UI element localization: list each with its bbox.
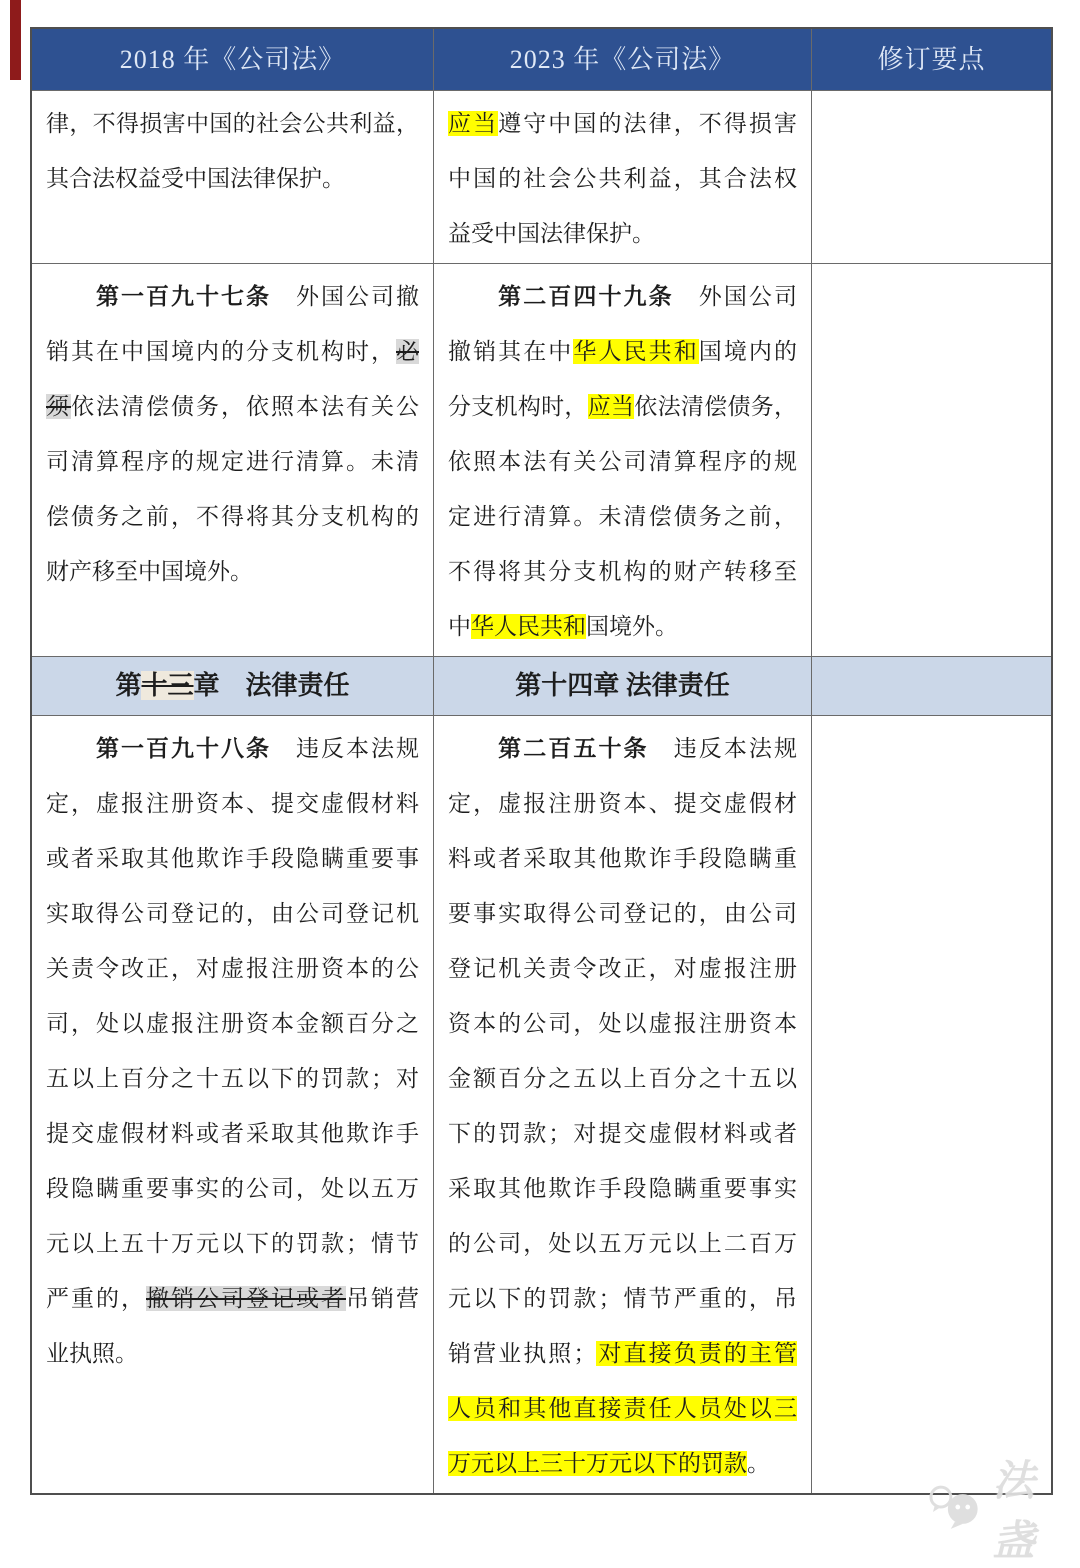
text-line	[448, 434, 797, 489]
table-row	[32, 715, 1051, 1493]
text-line	[448, 96, 797, 151]
column-header-2018-law	[32, 29, 433, 90]
text-segment: 的公司，处以五万元以上二百万	[448, 1231, 797, 1256]
text-segment: 元以下的罚款；情节严重的，吊	[448, 1286, 797, 1311]
text-segment: 元以上五十万元以下的罚款；情节	[46, 1231, 419, 1256]
text-line	[46, 544, 419, 599]
text-segment: 违反本法规	[648, 736, 798, 761]
text-segment: 分支机构时，	[448, 394, 588, 419]
text-segment: 依法清偿债务，依照本法有关公	[71, 394, 419, 419]
text-segment: 依照本法有关公司清算程序的规	[448, 449, 797, 474]
text-line	[46, 324, 419, 379]
table-cell	[433, 657, 811, 715]
text-line	[448, 1051, 797, 1106]
text-segment: 中	[448, 614, 471, 639]
text-line	[448, 1216, 797, 1271]
text-line	[448, 269, 797, 324]
text-segment: 采取其他欺诈手段隐瞒重要事实	[448, 1176, 797, 1201]
column-header-revision-points	[811, 29, 1051, 90]
text-line	[448, 1106, 797, 1161]
text-segment: 撤销其在中	[448, 339, 574, 364]
text-line	[46, 996, 419, 1051]
text-line	[46, 776, 419, 831]
text-line	[448, 1381, 797, 1436]
text-segment: 第一百九十七条	[96, 284, 271, 309]
text-segment: 提交虚假材料或者采取其他欺诈手	[46, 1121, 419, 1146]
text-segment: 第二百五十条	[498, 736, 649, 761]
text-segment: 第	[115, 671, 142, 700]
text-line	[46, 941, 419, 996]
inserted-text-highlight: 应当	[448, 111, 499, 136]
text-segment: 关责令改正，对虚报注册资本的公	[46, 956, 419, 981]
text-line	[448, 658, 797, 714]
column-header-2023-law	[433, 29, 811, 90]
text-segment: 外国公司	[673, 284, 798, 309]
text-segment: 司，处以虚报注册资本金额百分之	[46, 1011, 419, 1036]
deleted-text-strikethrough: 十三	[141, 671, 194, 700]
text-line	[46, 831, 419, 886]
text-segment: 违反本法规	[271, 736, 419, 761]
text-line	[448, 599, 797, 654]
text-segment: 不得将其分支机构的财产转移至	[448, 559, 797, 584]
text-line	[448, 1326, 797, 1381]
text-line	[448, 996, 797, 1051]
table-cell	[811, 657, 1051, 715]
text-segment: 销营业执照；	[448, 1341, 597, 1366]
text-segment	[46, 284, 96, 309]
table-row	[32, 90, 1051, 263]
table-cell	[32, 264, 433, 656]
text-segment: 严重的，	[46, 1286, 146, 1311]
text-line	[46, 1051, 419, 1106]
text-segment: 偿债务之前，不得将其分支机构的	[46, 504, 419, 529]
table-header-row	[32, 29, 1051, 90]
text-segment: 定进行清算。未清偿债务之前，	[448, 504, 797, 529]
text-segment: 章 法律责任	[193, 671, 350, 700]
column-header-label: 2018 年《公司法》	[119, 45, 346, 74]
deleted-text-strikethrough: 须	[46, 394, 71, 419]
text-segment: 要事实取得公司登记的，由公司	[448, 901, 797, 926]
text-line	[448, 941, 797, 996]
table-cell	[811, 716, 1051, 1493]
text-line	[46, 379, 419, 434]
text-segment: 资本的公司，处以虚报注册资本	[448, 1011, 797, 1036]
watermark	[925, 1448, 1080, 1568]
text-line	[448, 1436, 797, 1491]
deleted-text-strikethrough: 撤销公司登记或者	[146, 1286, 346, 1311]
comparison-table	[30, 27, 1053, 1495]
text-line	[46, 1106, 419, 1161]
text-line	[448, 489, 797, 544]
text-segment: 司清算程序的规定进行清算。未清	[46, 449, 419, 474]
watermark-text: 法盏	[992, 1457, 1037, 1564]
text-line	[448, 1271, 797, 1326]
text-segment: 。	[747, 1451, 770, 1476]
text-line	[46, 658, 419, 714]
inserted-text-highlight: 应当	[587, 394, 635, 419]
column-header-label: 2023 年《公司法》	[509, 45, 736, 74]
text-segment: 五以上百分之十五以下的罚款；对	[46, 1066, 419, 1091]
text-line	[46, 489, 419, 544]
text-line	[448, 831, 797, 886]
text-line	[448, 151, 797, 206]
deleted-text-strikethrough: 必	[396, 339, 419, 364]
table-cell	[32, 657, 433, 715]
text-segment: 依法清偿债务，	[634, 394, 798, 419]
text-line	[46, 434, 419, 489]
text-segment: 料或者采取其他欺诈手段隐瞒重	[448, 846, 797, 871]
table-cell	[32, 716, 433, 1493]
text-segment: 实取得公司登记的，由公司登记机	[46, 901, 419, 926]
text-line	[448, 776, 797, 831]
text-line	[46, 1216, 419, 1271]
text-line	[448, 721, 797, 776]
text-segment	[46, 736, 96, 761]
table-cell	[811, 264, 1051, 656]
text-segment: 第一百九十八条	[96, 736, 271, 761]
table-cell	[433, 264, 811, 656]
table-cell	[32, 91, 433, 263]
text-segment: 国境内的	[698, 339, 798, 364]
text-segment: 律，不得损害中国的社会公共利益，	[46, 111, 419, 136]
chapter-divider-row	[32, 656, 1051, 715]
text-line	[448, 544, 797, 599]
text-segment: 益受中国法律保护。	[448, 221, 655, 246]
text-segment: 其合法权益受中国法律保护。	[46, 166, 345, 191]
text-segment: 财产移至中国境外。	[46, 559, 253, 584]
text-segment: 登记机关责令改正，对虚报注册	[448, 956, 797, 981]
text-line	[46, 1271, 419, 1326]
inserted-text-highlight: 华人民共和	[573, 339, 699, 364]
text-segment: 国境外。	[586, 614, 678, 639]
text-segment: 定，虚报注册资本、提交虚假材料	[46, 791, 419, 816]
text-line	[448, 886, 797, 941]
text-segment: 业执照。	[46, 1341, 138, 1366]
red-edge-mark	[10, 0, 21, 80]
text-line	[448, 206, 797, 261]
text-line	[448, 324, 797, 379]
column-header-label: 修订要点	[877, 45, 986, 74]
text-line	[448, 1161, 797, 1216]
text-segment	[448, 736, 498, 761]
text-line	[46, 269, 419, 324]
text-segment: 遵守中国的法律，不得损害	[498, 111, 798, 136]
text-segment: 第十四章 法律责任	[515, 671, 730, 700]
text-segment: 定，虚报注册资本、提交虚假材	[448, 791, 797, 816]
text-line	[46, 721, 419, 776]
table-cell	[433, 91, 811, 263]
inserted-text-highlight: 万元以上三十万元以下的罚款	[448, 1451, 747, 1476]
text-segment: 吊销营	[346, 1286, 419, 1311]
text-line	[46, 96, 419, 151]
inserted-text-highlight: 对直接负责的主管	[596, 1341, 798, 1366]
text-segment: 第二百四十九条	[498, 284, 674, 309]
text-segment: 中国的社会公共利益，其合法权	[448, 166, 797, 191]
text-segment: 或者采取其他欺诈手段隐瞒重要事	[46, 846, 419, 871]
text-line	[46, 886, 419, 941]
table-cell	[433, 716, 811, 1493]
text-segment	[448, 284, 498, 309]
text-segment: 下的罚款；对提交虚假材料或者	[448, 1121, 797, 1146]
text-segment: 段隐瞒重要事实的公司，处以五万	[46, 1176, 419, 1201]
text-line	[46, 151, 419, 206]
table-body	[32, 90, 1051, 1493]
text-segment: 销其在中国境内的分支机构时，	[46, 339, 396, 364]
inserted-text-highlight: 华人民共和	[471, 614, 586, 639]
text-line	[46, 1326, 419, 1381]
inserted-text-highlight: 人员和其他直接责任人员处以三	[448, 1396, 797, 1421]
table-cell	[811, 91, 1051, 263]
text-line	[448, 379, 797, 434]
text-segment: 金额百分之五以上百分之十五以	[448, 1066, 797, 1091]
chat-bubbles-icon	[925, 1483, 989, 1533]
text-segment: 外国公司撤	[271, 284, 419, 309]
table-row	[32, 263, 1051, 656]
text-line	[46, 1161, 419, 1216]
